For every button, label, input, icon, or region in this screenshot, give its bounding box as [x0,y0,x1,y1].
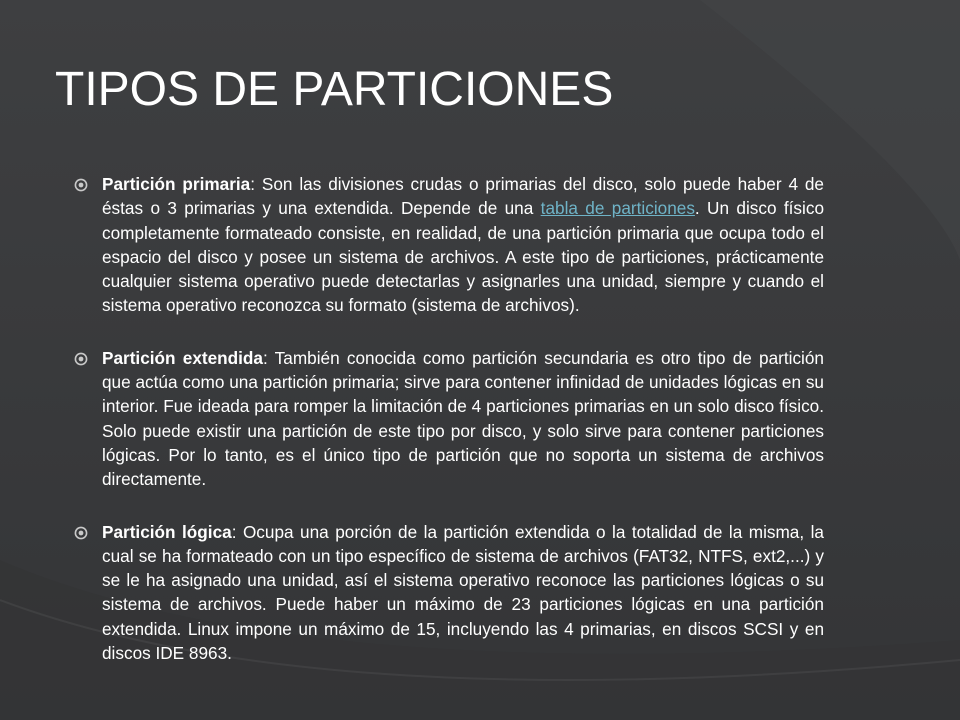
term-extended: Partición extendida [102,347,263,368]
bullet-logical-partition [74,520,824,666]
circle-target-icon [74,352,88,366]
circle-target-icon [74,526,88,540]
text-extended: : También conocida como partición secundaria es otro tipo de partición que actúa como una partición primaria; sirve para contener infinidad de unidades lógicas en su interior. Fue ideada para romper la limitación de 4 particiones primarias en un solo disco físico. Solo puede existir una partición de este tipo por disco, y solo sirve para contener particiones lógicas. Por lo tanto, es el único tipo de partición que no soporta un sistema de archivos directamente. [102,347,824,490]
circle-target-icon [74,178,88,192]
text-logical: : Ocupa una porción de la partición extendida o la totalidad de la misma, la cual se ha formateado con un tipo específico de sistema de archivos (FAT32, NTFS, ext2,...) y se le ha asignado una unidad, así el sistema operativo reconoce las particiones lógicas o su sistema de archivos. Puede haber un máximo de 23 particiones lógicas en una partición extendida. Linux impone un máximo de 15, incluyendo las 4 primarias, en discos SCSI y en discos IDE 8963. [102,521,824,664]
bullet-primary-partition [74,172,824,318]
term-logical: Partición lógica [102,521,232,542]
bullet-list [74,172,824,665]
slide-title: TIPOS DE PARTICIONES [55,63,614,116]
partition-table-link[interactable]: tabla de particiones [540,198,695,219]
term-primary: Partición primaria [102,174,251,194]
bullet-extended-partition [74,346,824,492]
text-primary-after-link: . Un disco físico completamente formateado consiste, en realidad, de una partición primaria que ocupa todo el espacio del disco y posee un sistema de archivos. A este tipo de particiones, prácticamente cualquier sistema operativo puede detectarlas y asignarles una unidad, siempre y cuando el sistema operativo reconozca su formato (sistema de archivos). [102,198,825,316]
text-primary-before-link: : Son las divisiones crudas o primarias del disco, solo puede haber 4 de éstas o 3 primarias y una extendida. Depende de una [102,174,824,219]
